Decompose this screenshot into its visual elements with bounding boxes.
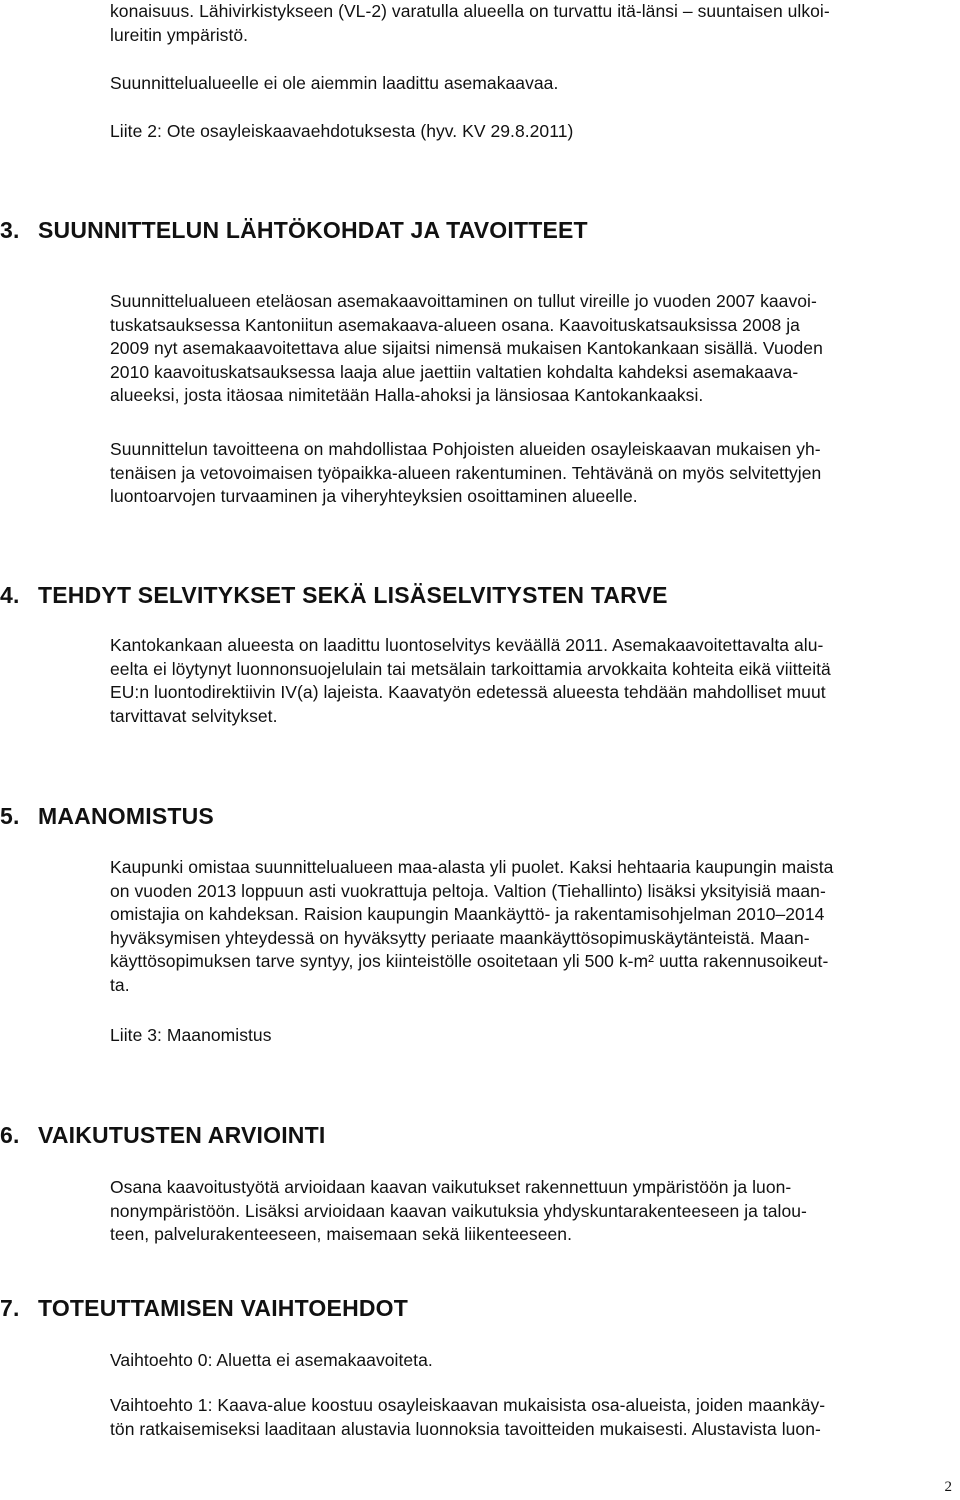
text-line: käyttösopimuksen tarve syntyy, jos kiinteistölle osoitetaan yli 500 k-m² uutta rakennusoikeut- <box>110 951 829 971</box>
section-4-paragraph-1 <box>110 634 960 728</box>
text-line: 2009 nyt asemakaavoitettava alue sijaitsi nimensä mukaisen Kantokankaan sisällä. Vuoden <box>110 338 823 358</box>
section-heading-3 <box>0 216 588 244</box>
section-heading-4 <box>0 581 668 609</box>
text-line: Kantokankaan alueesta on laadittu luontoselvitys keväällä 2011. Asemakaavoitettavalta alu- <box>110 635 824 655</box>
text-line: hyväksymisen yhteydessä on hyväksytty periaate maankäyttösopimuskäytänteistä. Maan- <box>110 927 810 948</box>
text-line: Vaihtoehto 0: Aluetta ei asemakaavoiteta. <box>110 1350 433 1370</box>
text-line: konaisuus. Lähivirkistykseen (VL-2) varatulla alueella on turvattu itä-länsi – suuntaisen ulkoi- <box>110 1 830 21</box>
section-7-paragraph-1 <box>110 1349 960 1373</box>
section-heading-6 <box>0 1121 325 1149</box>
text-line: Suunnittelun tavoitteena on mahdollistaa Pohjoisten alueiden osayleiskaavan mukaisen yh- <box>110 439 821 459</box>
text-line: on vuoden 2013 loppuun asti vuokrattuja peltoja. Valtion (Tiehallinto) lisäksi yksityisiä maan- <box>110 880 826 901</box>
section-title: MAANOMISTUS <box>38 803 214 829</box>
section-heading-5 <box>0 802 214 830</box>
section-number: 7. <box>0 1295 20 1321</box>
section-3-paragraph-1 <box>110 290 960 408</box>
text-line: ta. <box>110 974 130 995</box>
section-3-paragraph-2 <box>110 438 960 509</box>
text-line: tön ratkaisemiseksi laaditaan alustavia luonnoksia tavoitteiden mukaisesti. Alustavista luon- <box>110 1418 821 1439</box>
text-line: Liite 2: Ote osayleiskaavaehdotuksesta (hyv. KV 29.8.2011) <box>110 121 574 141</box>
text-line: EU:n luontodirektiivin IV(a) lajeista. Kaavatyön edetessä alueesta tehdään mahdolliset muut <box>110 682 826 702</box>
section-title: SUUNNITTELUN LÄHTÖKOHDAT JA TAVOITTEET <box>38 217 588 243</box>
text-line: 2010 kaavoituskatsauksessa laaja alue jaettiin valtatien kohdalta kahdeksi asemakaava- <box>110 361 799 382</box>
page-number: 2 <box>944 1479 952 1495</box>
section-number: 4. <box>0 582 20 608</box>
text-line: Suunnittelualueelle ei ole aiemmin laadittu asemakaavaa. <box>110 73 559 93</box>
section-5-appendix-reference <box>110 1024 960 1048</box>
text-line: eelta ei löytynyt luonnonsuojelulain tai metsälain tarkoittamia arvokkaita kohteita eikä viitteitä <box>110 658 831 679</box>
section-heading-7 <box>0 1294 408 1322</box>
section-title: TOTEUTTAMISEN VAIHTOEHDOT <box>38 1295 409 1321</box>
text-line: Vaihtoehto 1: Kaava-alue koostuu osayleiskaavan mukaisista osa-alueista, joiden maankäy- <box>110 1395 826 1415</box>
section-number: 6. <box>0 1122 20 1148</box>
section-5-paragraph-1 <box>110 856 960 997</box>
text-line: teen, palvelurakenteeseen, maisemaan sekä liikenteeseen. <box>110 1224 572 1244</box>
section-6-paragraph-1 <box>110 1176 960 1247</box>
text-line: lureitin ympäristö. <box>110 24 249 45</box>
appendix-reference <box>110 120 960 144</box>
text-line: nonympäristöön. Lisäksi arvioidaan kaavan vaikutuksia yhdyskuntarakenteeseen ja talou- <box>110 1200 807 1221</box>
text-line: Liite 3: Maanomistus <box>110 1025 272 1045</box>
text-line: tenäisen ja vetovoimaisen työpaikka-alueen rakentuminen. Tehtävänä on myös selvitettyjen <box>110 462 822 483</box>
plan-status-paragraph <box>110 72 960 96</box>
text-line: alueeksi, josta itäosaa nimitetään Halla-ahoksi ja länsiosaa Kantokankaaksi. <box>110 385 704 405</box>
text-line: Kaupunki omistaa suunnittelualueen maa-alasta yli puolet. Kaksi hehtaaria kaupungin maista <box>110 857 834 877</box>
text-line: tarvittavat selvitykset. <box>110 705 278 726</box>
section-title: VAIKUTUSTEN ARVIOINTI <box>38 1122 326 1148</box>
text-line: omistajia on kahdeksan. Raision kaupungin Maankäyttö- ja rakentamisohjelman 2010–2014 <box>110 904 825 924</box>
text-line: luontoarvojen turvaaminen ja viheryhteyksien osoittaminen alueelle. <box>110 486 638 506</box>
intro-paragraph <box>110 0 960 47</box>
text-line: tuskatsauksessa Kantoniitun asemakaava-alueen osana. Kaavoituskatsauksissa 2008 ja <box>110 314 800 335</box>
section-number: 3. <box>0 217 20 243</box>
text-line: Osana kaavoitustyötä arvioidaan kaavan vaikutukset rakennettuun ympäristöön ja luon- <box>110 1177 792 1197</box>
section-title: TEHDYT SELVITYKSET SEKÄ LISÄSELVITYSTEN TARVE <box>38 582 668 608</box>
section-7-paragraph-2 <box>110 1394 960 1441</box>
section-number: 5. <box>0 803 20 829</box>
text-line: Suunnittelualueen eteläosan asemakaavoittaminen on tullut vireille jo vuoden 2007 kaavoi- <box>110 291 817 311</box>
